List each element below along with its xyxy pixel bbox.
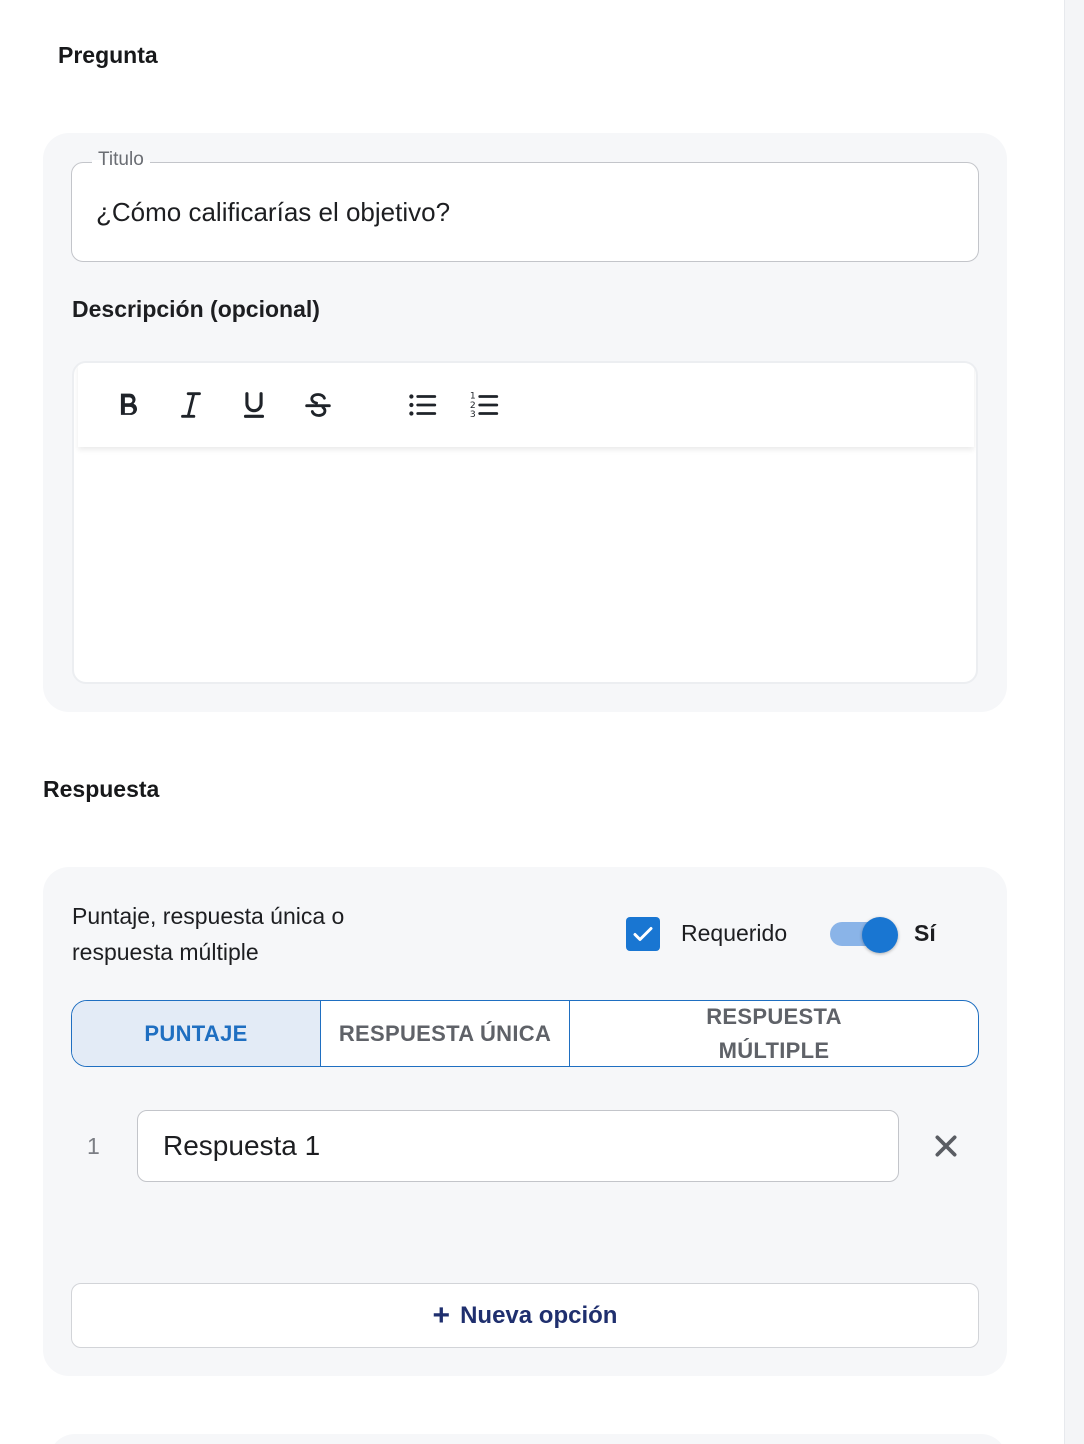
numbered-list-icon[interactable] [464, 385, 504, 425]
answer-type-description: Puntaje, respuesta única o respuesta múltiple [72, 903, 345, 965]
new-option-label: Nueva opción [460, 1301, 618, 1329]
scroll-edge [1064, 0, 1084, 1444]
pregunta-card [43, 133, 1007, 712]
description-label: Descripción (opcional) [72, 296, 320, 322]
close-icon[interactable] [929, 1129, 963, 1163]
description-editor[interactable] [72, 361, 978, 684]
svg-text:2: 2 [469, 399, 476, 411]
pregunta-section-title: Pregunta [58, 42, 158, 68]
respuesta-section-title: Respuesta [43, 776, 160, 802]
italic-icon[interactable] [171, 385, 211, 425]
answer-type-respuesta-unica[interactable]: RESPUESTA ÚNICA [320, 1001, 569, 1066]
answer-type-respuesta-multiple[interactable]: RESPUESTA MÚLTIPLE [569, 1001, 978, 1066]
required-toggle[interactable] [830, 917, 900, 951]
required-label: Requerido [681, 920, 788, 946]
toggle-label: Sí [914, 920, 936, 946]
next-card [49, 1434, 1007, 1444]
answer-type-selector [71, 1000, 979, 1067]
bulleted-list-icon[interactable] [402, 385, 442, 425]
option-input[interactable] [137, 1110, 899, 1182]
underline-icon[interactable] [234, 385, 274, 425]
strikethrough-icon[interactable] [298, 385, 338, 425]
editor-toolbar [78, 363, 974, 447]
check-icon [631, 922, 655, 946]
svg-text:3: 3 [469, 409, 476, 421]
answer-type-puntaje[interactable]: PUNTAJE [72, 1001, 320, 1066]
respuesta-card [43, 867, 1007, 1376]
required-checkbox[interactable] [626, 917, 660, 951]
plus-icon: + [432, 1298, 451, 1332]
new-option-button[interactable] [71, 1283, 979, 1348]
bold-icon[interactable] [108, 385, 148, 425]
option-number: 1 [87, 1133, 100, 1159]
svg-text:1: 1 [469, 390, 476, 402]
title-field-value[interactable]: ¿Cómo calificarías el objetivo? [96, 197, 451, 227]
toggle-thumb[interactable] [862, 917, 898, 953]
title-field[interactable] [71, 149, 979, 262]
title-field-label: Titulo [92, 149, 150, 171]
